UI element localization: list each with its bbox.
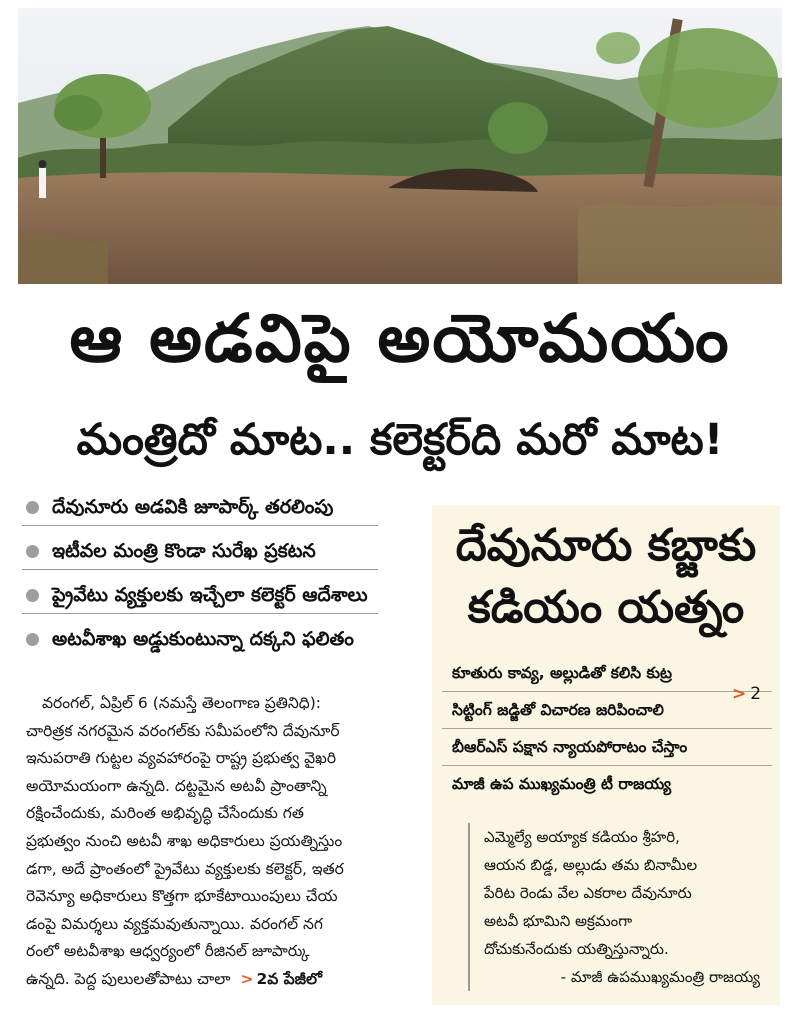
- article-line: ఇనుపరాతి గుట్టల వ్యవహారంపై రాష్ట్ర ప్రభుత్వ వైఖరి: [26, 749, 337, 768]
- article-line: రెవెన్యూ అధికారులు కొత్తగా భూకేటాయింపులు చేయ: [26, 887, 338, 906]
- quote-line: దోచుకునేందుకు యత్నిస్తున్నారు.: [484, 940, 669, 958]
- bullet-item: [22, 578, 378, 614]
- quote-line: అటవీ భూమిని అక్రమంగా: [484, 912, 633, 930]
- sidebar-point: మాజీ ఉప ముఖ్యమంత్రి టీ రాజయ్య: [452, 775, 672, 793]
- article-body: [26, 690, 426, 994]
- sidebar-points: [442, 655, 772, 803]
- sidebar-story: [432, 505, 780, 1005]
- article-line: అయోమయంగా ఉన్నది. దట్టమైన అటవీ ప్రాంతాన్ని: [26, 776, 327, 795]
- main-headline: ఆ అడవిపై అయోమయం: [69, 300, 731, 377]
- bullet-item: [22, 622, 378, 658]
- chevron-right-icon: >: [732, 684, 747, 704]
- page-number: 2: [750, 684, 762, 704]
- quote-attribution: - మాజీ ఉపముఖ్యమంత్రి రాజయ్య: [560, 968, 760, 986]
- landscape-illustration: [18, 8, 782, 284]
- bullet-item: [22, 534, 378, 570]
- continued-on-page: [240, 966, 322, 994]
- bullet-dot-icon: [26, 633, 39, 646]
- quote-line: ఎమ్మెల్యే అయ్యాక కడియం శ్రీహరి,: [484, 828, 680, 846]
- sidebar-page-ref: [732, 683, 761, 705]
- sidebar-point: బీఆర్‌ఎస్‌ పక్షాన న్యాయపోరాటం చేస్తాం: [442, 729, 772, 766]
- article-line: రక్షించేందుకు, మరింత అభివృద్ధి చేసేందుకు గత: [26, 804, 304, 823]
- forest-hill-photo: [18, 8, 782, 284]
- article-line-text: ఉన్నది. పెద్ద పులులతోపాటు చాలా: [26, 969, 231, 988]
- bullet-dot-icon: [26, 501, 39, 514]
- sidebar-point: సిట్టింగ్‌ జడ్జితో విచారణ జరిపించాలి: [442, 692, 772, 729]
- highlight-bullets: [22, 490, 422, 666]
- bullet-text: అటవీశాఖ అడ్డుకుంటున్నా దక్కని ఫలితం: [52, 628, 354, 650]
- bullet-text: ప్రైవేటు వ్యక్తులకు ఇచ్చేలా కలెక్టర్‌ ఆదేశాలు: [52, 584, 368, 606]
- article-line: డంపై విమర్శలు వ్యక్తమవుతున్నాయి. వరంగల్‌ నగ: [26, 914, 323, 933]
- bullet-dot-icon: [26, 589, 39, 602]
- quote-line: ఆయన బిడ్డ, అల్లుడు తమ బినామీల: [484, 856, 698, 874]
- bullet-text: ఇటీవల మంత్రి కొండా సురేఖ ప్రకటన: [52, 540, 316, 562]
- article-line: ప్రభుత్వం నుంచి అటవీ శాఖ అధికారులు ప్రయత్నిస్తుం: [26, 831, 343, 850]
- quote-line: పేరిట రెండు వేల ఎకరాల దేవునూరు: [484, 884, 692, 902]
- bullet-item: [22, 490, 378, 526]
- article-line: [26, 966, 426, 994]
- continued-label: 2వ పేజీలో: [256, 969, 322, 988]
- bullet-text: దేవునూరు అడవికి జూపార్క్‌ తరలింపు: [52, 496, 334, 518]
- chevron-right-icon: >: [240, 969, 254, 988]
- bullet-dot-icon: [26, 545, 39, 558]
- sub-headline: మంత్రిదో మాట.. కలెక్టర్‌ది మరో మాట!: [76, 415, 724, 465]
- sidebar-point: కూతురు కావ్య, అల్లుడితో కలిసి కుట్ర: [442, 655, 772, 692]
- pull-quote: [468, 823, 768, 991]
- sidebar-title-line: దేవునూరు కబ్జాకు: [455, 520, 757, 571]
- article-line: డగా, అదే ప్రాంతంలో ప్రైవేటు వ్యక్తులకు కలెక్టర్‌, ఇతర: [26, 859, 344, 878]
- article-line: రంలో అటవీశాఖ ఆధ్వర్యంలో రీజినల్‌ జూపార్కు: [26, 942, 310, 961]
- sidebar-title-line: కడియం యత్నం: [467, 582, 745, 633]
- article-line: వరంగల్‌, ఏప్రిల్‌ 6 (నమస్తే తెలంగాణ ప్రతినిధి):: [42, 694, 321, 712]
- sidebar-title: [432, 515, 780, 639]
- article-line: చారిత్రక నగరమైన వరంగల్‌కు సమీపంలోని దేవునూర్‌: [26, 721, 340, 740]
